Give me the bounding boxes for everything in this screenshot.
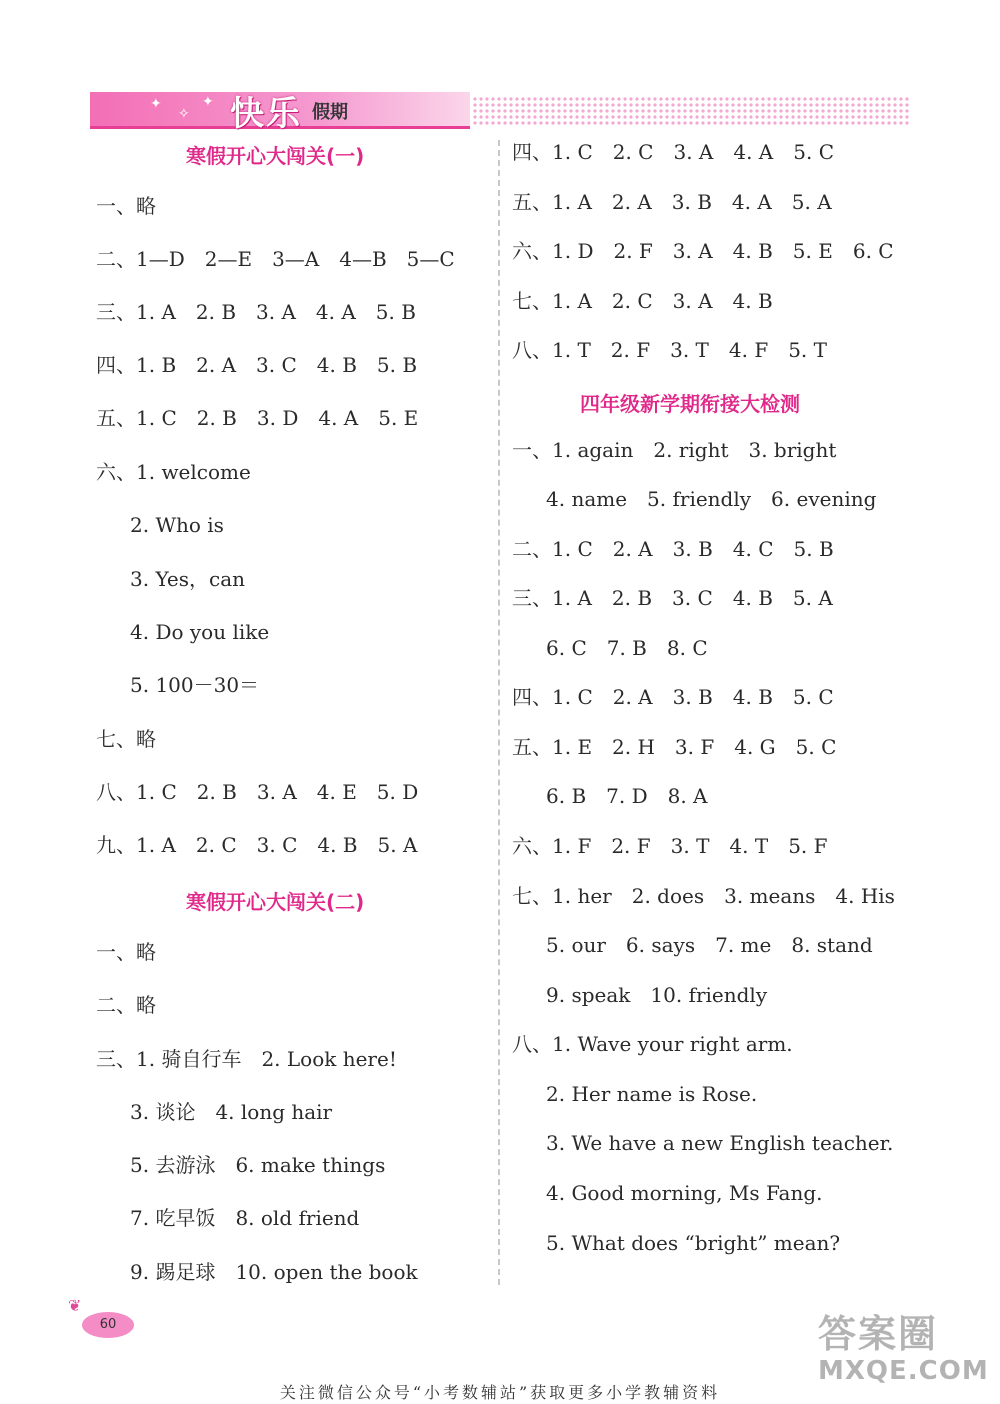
answer-line: 五、1. E 2. H 3. F 4. G 5. C [512, 735, 837, 759]
section-heading-1: 寒假开心大闯关(一) [186, 144, 365, 168]
banner-pink-strip [90, 92, 470, 134]
answer-line: 八、1. Wave your right arm. [512, 1032, 793, 1056]
section-heading-3: 四年级新学期衔接大检测 [580, 392, 800, 416]
watermark-bottom: MXQE.COM [818, 1356, 989, 1386]
answer-line: 9. speak 10. friendly [546, 983, 768, 1007]
answer-line: 3. 谈论 4. long hair [130, 1100, 333, 1124]
banner-title: 快乐 [230, 94, 302, 134]
answer-line: 四、1. C 2. A 3. B 4. B 5. C [512, 685, 834, 709]
page-number: 60 [82, 1312, 134, 1338]
answer-line: 7. 吃早饭 8. old friend [130, 1206, 360, 1230]
column-divider [498, 140, 500, 1285]
star-icon: ✦ [202, 94, 214, 110]
answer-line: 三、1. 骑自行车 2. Look here! [96, 1047, 397, 1071]
answer-line: 3. Yes，can [130, 567, 246, 591]
answer-line: 七、1. A 2. C 3. A 4. B [512, 289, 773, 313]
answer-line: 一、略 [96, 194, 156, 218]
answer-line: 5. 100－30＝ [130, 673, 260, 697]
answer-line: 二、1—D 2—E 3—A 4—B 5—C [96, 247, 455, 271]
watermark-top: 答案圈 [818, 1312, 939, 1356]
answer-line: 4. Good morning, Ms Fang. [546, 1181, 823, 1205]
answer-line: 2. Her name is Rose. [546, 1082, 758, 1106]
answer-line: 五、1. A 2. A 3. B 4. A 5. A [512, 190, 832, 214]
answer-line: 二、略 [96, 993, 156, 1017]
answer-line: 八、1. C 2. B 3. A 4. E 5. D [96, 780, 419, 804]
answer-line: 9. 踢足球 10. open the book [130, 1260, 418, 1284]
answer-line: 六、1. welcome [96, 460, 251, 484]
answer-line: 3. We have a new English teacher. [546, 1131, 894, 1155]
star-icon: ✧ [178, 106, 190, 122]
answer-line: 六、1. D 2. F 3. A 4. B 5. E 6. C [512, 239, 894, 263]
sprout-icon: ❦ [68, 1296, 82, 1315]
answer-line: 六、1. F 2. F 3. T 4. T 5. F [512, 834, 828, 858]
answer-line: 5. What does “bright” mean? [546, 1231, 841, 1255]
answer-line: 二、1. C 2. A 3. B 4. C 5. B [512, 537, 834, 561]
answer-line: 6. B 7. D 8. A [546, 784, 708, 808]
answer-line: 2. Who is [130, 513, 224, 537]
answer-line: 九、1. A 2. C 3. C 4. B 5. A [96, 833, 418, 857]
header-banner [90, 92, 910, 134]
star-icon: ✦ [150, 96, 162, 112]
answer-line: 5. 去游泳 6. make things [130, 1153, 386, 1177]
answer-line: 一、1. again 2. right 3. bright [512, 438, 837, 462]
answer-line: 一、略 [96, 940, 156, 964]
answer-line: 四、1. C 2. C 3. A 4. A 5. C [512, 140, 834, 164]
answer-line: 6. C 7. B 8. C [546, 636, 708, 660]
answer-line: 八、1. T 2. F 3. T 4. F 5. T [512, 338, 827, 362]
answer-line: 四、1. B 2. A 3. C 4. B 5. B [96, 353, 418, 377]
section-heading-2: 寒假开心大闯关(二) [186, 890, 365, 914]
answer-line: 5. our 6. says 7. me 8. stand [546, 933, 873, 957]
answer-line: 三、1. A 2. B 3. A 4. A 5. B [96, 300, 416, 324]
answer-line: 七、略 [96, 727, 156, 751]
answer-line: 三、1. A 2. B 3. C 4. B 5. A [512, 586, 833, 610]
answer-line: 4. name 5. friendly 6. evening [546, 487, 877, 511]
answer-line: 五、1. C 2. B 3. D 4. A 5. E [96, 406, 419, 430]
answer-line: 七、1. her 2. does 3. means 4. His [512, 884, 895, 908]
banner-dot-pattern [472, 96, 910, 126]
answer-line: 4. Do you like [130, 620, 270, 644]
footer-note: 关注微信公众号“小考数辅站”获取更多小学教辅资料 [279, 1383, 721, 1402]
banner-subtitle: 假期 [312, 102, 348, 123]
